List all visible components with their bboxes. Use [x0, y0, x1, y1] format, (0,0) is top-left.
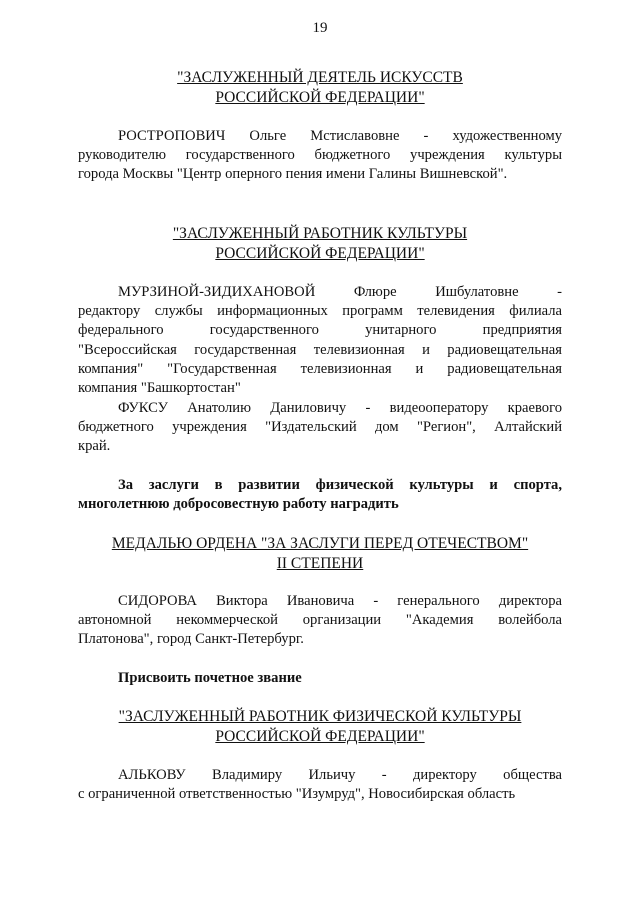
award-title-honored-art-worker: [60, 68, 580, 108]
heading-line: II СТЕПЕНИ: [276, 555, 364, 572]
text-line: с ограниченной ответственностью "Изумруд", Новосибирская область: [78, 786, 516, 803]
text-line: Присвоить почетное звание: [118, 670, 302, 686]
text-line: автономной некоммерческой организации "Академия волейбола: [78, 612, 562, 629]
heading-line: МЕДАЛЬЮ ОРДЕНА "ЗА ЗАСЛУГИ ПЕРЕД ОТЕЧЕСТВОМ": [111, 535, 529, 552]
text-line: ФУКСУ Анатолию Даниловичу - видеооператору краевого: [118, 400, 562, 416]
paragraph-sidorov: [78, 592, 562, 650]
award-title-honored-sport-worker: [60, 707, 580, 747]
text-line: Платонова", город Санкт-Петербург.: [78, 631, 304, 648]
text-line: компания" "Государственная телевизионная и радиовещательная: [78, 360, 562, 377]
text-line: За заслуги в развитии физической культуры и спорта,: [118, 477, 562, 493]
paragraph-alkov: [78, 766, 562, 804]
text-line: многолетнюю добросовестную работу наградить: [78, 496, 399, 513]
page-number: 19: [312, 20, 328, 36]
text-line: МУРЗИНОЙ-ЗИДИХАНОВОЙ Флюре Ишбулатовне -: [118, 284, 562, 300]
text-line: "Всероссийская государственная телевизионная и радиовещательная: [78, 341, 562, 358]
heading-line: РОССИЙСКОЙ ФЕДЕРАЦИИ": [215, 728, 425, 745]
heading-line: "ЗАСЛУЖЕННЫЙ РАБОТНИК ФИЗИЧЕСКОЙ КУЛЬТУРЫ: [118, 708, 522, 725]
paragraph-rostropovich: [78, 127, 562, 185]
award-title-medal-order: [60, 534, 580, 574]
text-line: редактору службы информационных программ телевидения филиала: [78, 303, 562, 320]
text-line: города Москвы "Центр оперного пения имени Галины Вишневской".: [78, 166, 508, 183]
text-line: СИДОРОВА Виктора Ивановича - генерального директора: [118, 593, 562, 609]
heading-line: РОССИЙСКОЙ ФЕДЕРАЦИИ": [215, 245, 425, 262]
text-line: край.: [78, 438, 111, 455]
award-title-honored-culture-worker: [60, 224, 580, 264]
paragraph-decree-sport: [78, 476, 562, 514]
text-line: компания "Башкортостан": [78, 380, 241, 397]
heading-line: "ЗАСЛУЖЕННЫЙ ДЕЯТЕЛЬ ИСКУССТВ: [177, 69, 463, 86]
text-line: бюджетного учреждения "Издательский дом "Регион", Алтайский: [78, 419, 562, 436]
text-line: РОСТРОПОВИЧ Ольге Мстиславовне - художественному: [118, 128, 562, 144]
paragraph-murzina: [78, 283, 562, 398]
text-line: федерального государственного унитарного предприятия: [78, 322, 562, 339]
heading-line: РОССИЙСКОЙ ФЕДЕРАЦИИ": [215, 89, 425, 106]
paragraph-assign-title: [78, 669, 562, 688]
text-line: руководителю государственного бюджетного учреждения культуры: [78, 147, 562, 164]
paragraph-fuks: [78, 399, 562, 457]
text-line: АЛЬКОВУ Владимиру Ильичу - директору общества: [118, 767, 562, 783]
heading-line: "ЗАСЛУЖЕННЫЙ РАБОТНИК КУЛЬТУРЫ: [172, 225, 468, 242]
